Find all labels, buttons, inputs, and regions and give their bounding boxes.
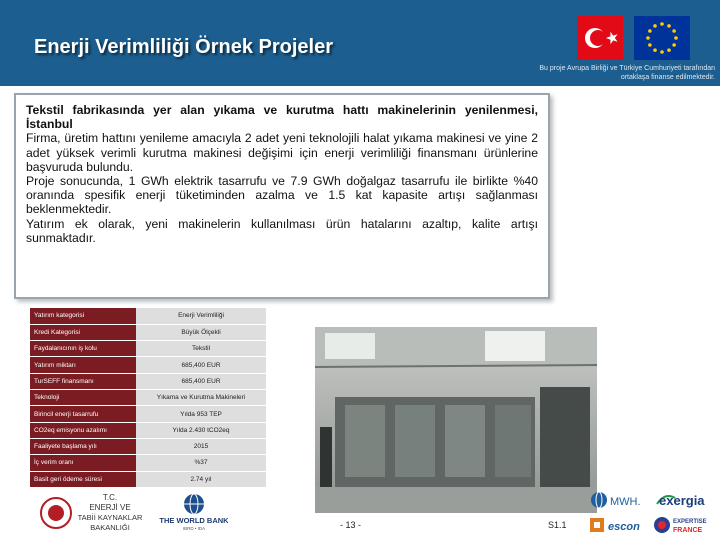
escon-logo — [590, 514, 650, 536]
ef-logo-line-1: EXPERTISE — [673, 519, 707, 525]
escon-mark-icon — [590, 518, 604, 532]
table-value-cell: 685,400 EUR — [136, 373, 266, 389]
ministry-logo-line-2: ENERJİ VE — [89, 503, 131, 512]
ministry-logo-line-4: BAKANLIĞI — [90, 523, 130, 532]
slide-code: S1.1 — [548, 520, 567, 530]
mwh-globe-icon — [591, 492, 607, 508]
ministry-logo — [40, 490, 150, 536]
project-info-table — [30, 308, 266, 488]
world-bank-logo — [153, 492, 235, 532]
page-title: Enerji Verimliliği Örnek Projeler — [34, 36, 334, 58]
turkish-flag-icon — [577, 16, 623, 60]
table-label-cell: Kredi Kategorisi — [30, 324, 136, 340]
world-bank-globe-icon — [184, 494, 204, 514]
eu-star — [660, 50, 664, 54]
world-bank-logo-sub: IBRD • IDA — [182, 526, 206, 531]
table-label-cell: Faydalanıcının iş kolu — [30, 341, 136, 357]
expertise-france-mark-icon — [654, 517, 670, 533]
table-row — [30, 373, 266, 389]
table-label-cell: Yatırım kategorisi — [30, 308, 136, 324]
ministry-logo-line-3: TABİİ KAYNAKLAR — [77, 513, 143, 522]
eu-flag-icon — [634, 16, 690, 60]
page-number: - 13 - — [340, 520, 362, 530]
table-label-cell: Teknoloji — [30, 390, 136, 406]
table-row — [30, 324, 266, 340]
table-value-cell: Büyük Ölçekli — [136, 324, 266, 340]
eu-star — [672, 29, 676, 33]
table-row — [30, 471, 266, 487]
table-row — [30, 406, 266, 422]
table-value-cell: %37 — [136, 455, 266, 471]
table-row — [30, 455, 266, 471]
table-row — [30, 439, 266, 455]
table-label-cell: İç verim oranı — [30, 455, 136, 471]
table-row — [30, 357, 266, 373]
table-label-cell: CO2eq emisyonu azalımı — [30, 422, 136, 438]
eu-star — [648, 43, 652, 47]
eu-star — [660, 22, 664, 26]
exergia-logo-text: exergia — [659, 493, 705, 508]
case-study-paragraph-3: Yatırım ek olarak, yeni makinelerin kullanılması ürün hatalarını azaltıp, kalite artışı sunmaktadır. — [26, 216, 538, 245]
eu-star — [674, 36, 678, 40]
header-banner — [0, 0, 720, 86]
table-value-cell: Yıkama ve Kurutma Makineleri — [136, 390, 266, 406]
eu-star — [653, 24, 657, 28]
ef-logo-line-2: FRANCE — [673, 527, 703, 534]
eu-star — [653, 48, 657, 52]
table-value-cell: Enerji Verimliliği — [136, 308, 266, 324]
table-value-cell: 2015 — [136, 439, 266, 455]
ministry-emblem-icon — [41, 498, 71, 528]
mwh-logo — [590, 490, 650, 510]
table-row — [30, 390, 266, 406]
mwh-logo-text: MWH. — [610, 496, 641, 508]
table-value-cell: Yılda 953 TEP — [136, 406, 266, 422]
eu-star — [648, 29, 652, 33]
ministry-logo-line-1: T.C. — [102, 493, 118, 502]
table-value-cell: Tekstil — [136, 341, 266, 357]
eu-star — [667, 48, 671, 52]
table-row — [30, 422, 266, 438]
table-value-cell: 2.74 yıl — [136, 471, 266, 487]
case-study-paragraph-1: Firma, üretim hattını yenileme amacıyla 2 adet yeni teknolojili halat yıkama makinesi ve yine 2 adet yüksek verimli kurutma makinesi değişimi için enerji verimliliği finansmanı ürünlerine başvuruda bulundu. — [26, 131, 538, 174]
table-row — [30, 308, 266, 324]
table-value-cell: Yılda 2.430 tCO2eq — [136, 422, 266, 438]
eu-star — [646, 36, 650, 40]
funding-note: Bu proje Avrupa Birliği ve Türkiye Cumhuriyeti tarafından ortaklaşa finanse edilmektedir. — [539, 65, 715, 81]
case-study-heading: Tekstil fabrikasında yer alan yıkama ve kurutma hattı makinelerinin yenilenmesi, İstanbul — [26, 103, 538, 132]
table-value-cell: 685,400 EUR — [136, 357, 266, 373]
case-study-text — [14, 93, 550, 299]
eu-star — [672, 43, 676, 47]
escon-logo-text: escon — [608, 521, 640, 533]
world-bank-logo-text: THE WORLD BANK — [159, 516, 229, 525]
table-label-cell: Basit geri ödeme süresi — [30, 471, 136, 487]
table-label-cell: Faaliyete başlama yılı — [30, 439, 136, 455]
table-label-cell: Birincil enerji tasarrufu — [30, 406, 136, 422]
eu-star — [667, 24, 671, 28]
table-row — [30, 341, 266, 357]
expertise-france-logo — [653, 514, 717, 536]
case-study-paragraph-2: Proje sonucunda, 1 GWh elektrik tasarrufu ve 7.9 GWh doğalgaz tasarrufu ile birlikte %40 oranında spesifik enerji tüketiminden azalma ve 1.5 kat kapasite artışı sağlanması beklenmektedir. — [26, 174, 538, 217]
exergia-logo — [655, 490, 717, 510]
factory-photo — [315, 327, 597, 513]
table-label-cell: TurSEFF finansmanı — [30, 373, 136, 389]
table-label-cell: Yatırım miktarı — [30, 357, 136, 373]
